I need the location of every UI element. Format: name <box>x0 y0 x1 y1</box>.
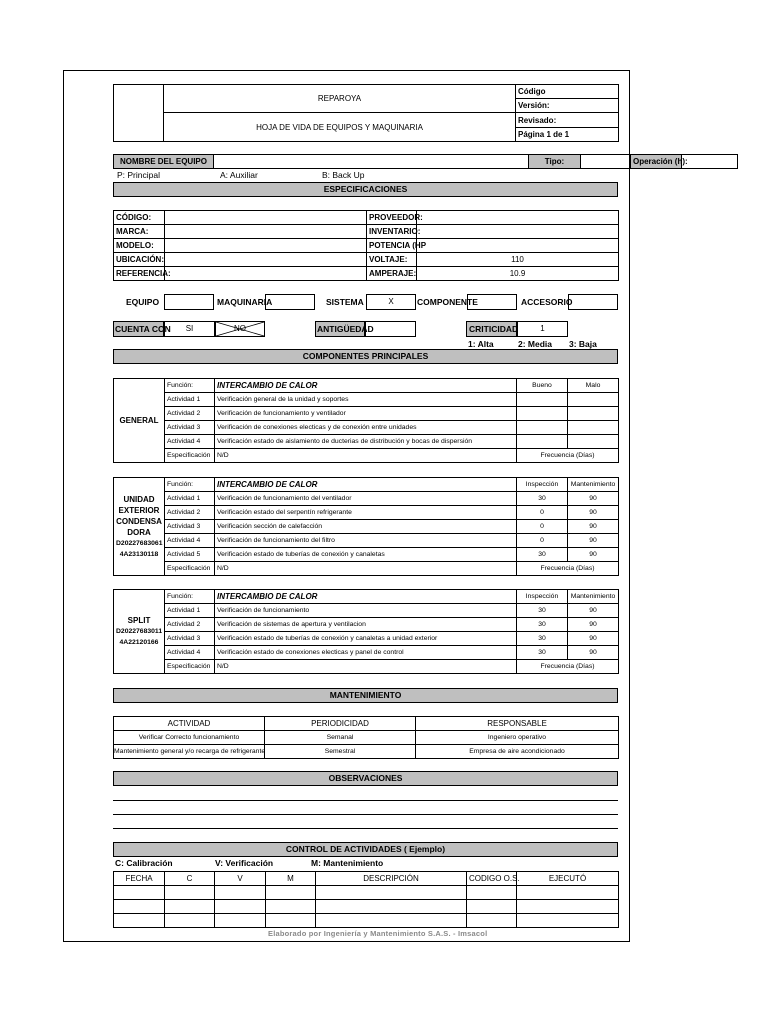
activity-value-2[interactable]: 90 <box>568 492 619 506</box>
tipo-auxiliar: A: Auxiliar <box>220 170 258 180</box>
funcion-label: Función: <box>165 379 215 393</box>
control-cell[interactable] <box>467 886 517 900</box>
block-serial: 4A23130118 <box>119 550 159 558</box>
spec-value: N/D <box>215 562 517 576</box>
control-cell[interactable] <box>114 914 165 928</box>
legend-calibracion: C: Calibración <box>115 858 173 868</box>
equipo-checkbox[interactable] <box>164 294 214 310</box>
block-side-label <box>114 478 165 576</box>
observaciones-header: OBSERVACIONES <box>113 771 618 786</box>
mant-actividad: Mantenimiento general y/o recarga de refrigerante <box>114 745 265 759</box>
activity-text: Verificación estado de conexiones electicas y panel de control <box>215 646 517 660</box>
block-side-line: SPLIT <box>127 616 151 625</box>
spec-proveedor-label: PROVEEDOR: <box>367 211 417 225</box>
legend-mantenimiento: M: Mantenimiento <box>311 858 384 868</box>
col1-header: Inspección <box>517 590 568 604</box>
tipo-backup: B: Back Up <box>322 170 365 180</box>
activity-value-1[interactable]: 0 <box>517 534 568 548</box>
spec-label: Especificación <box>165 449 215 463</box>
block-side-label <box>114 590 165 674</box>
pagina-label: Página 1 de 1 <box>516 128 619 142</box>
component-block-unidad-exterior <box>113 477 619 576</box>
especificaciones-header: ESPECIFICACIONES <box>113 182 618 197</box>
equipo-label: EQUIPO <box>126 297 160 307</box>
operacion-label: Operación (h): <box>631 155 682 169</box>
table-row <box>114 618 619 632</box>
antiguedad-field[interactable] <box>365 321 416 337</box>
spec-potencia-field[interactable] <box>417 239 619 253</box>
activity-value-1[interactable] <box>517 421 568 435</box>
activity-value-2[interactable]: 90 <box>568 548 619 562</box>
spec-ubicacion-field[interactable] <box>165 253 367 267</box>
activity-label: Actividad 2 <box>165 618 215 632</box>
spec-marca-label: MARCA: <box>114 225 165 239</box>
frecuencia-label: Frecuencia (Días) <box>517 449 619 463</box>
spec-codigo-label: CÓDIGO: <box>114 211 165 225</box>
spec-potencia-label: POTENCIA (HP <box>367 239 417 253</box>
table-row <box>114 492 619 506</box>
activity-text: Verificación de funcionamiento del ventilador <box>215 492 517 506</box>
footer-credit: Elaborado por Ingeniería y Mantenimiento S.A.S. - Imsacol <box>268 929 488 938</box>
frecuencia-label: Frecuencia (Días) <box>517 660 619 674</box>
spec-voltaje-value[interactable]: 110 <box>417 253 619 267</box>
control-cell[interactable] <box>165 914 215 928</box>
componente-label: COMPONENTE <box>417 297 478 307</box>
legend-verificacion: V: Verificación <box>215 858 274 868</box>
codigo-label: Código <box>516 85 619 99</box>
equipo-row <box>113 154 738 169</box>
table-row <box>114 914 619 928</box>
activity-label: Actividad 3 <box>165 520 215 534</box>
control-cell[interactable] <box>517 914 619 928</box>
control-header: CONTROL DE ACTIVIDADES ( Ejemplo) <box>113 842 618 857</box>
operacion-field[interactable] <box>682 155 738 169</box>
activity-text: Verificación estado de tuberías de conexión y canaletas a unidad exterior <box>215 632 517 646</box>
activity-value-1[interactable]: 30 <box>517 492 568 506</box>
observaciones-line[interactable] <box>113 814 618 815</box>
table-row <box>114 745 619 759</box>
control-cell[interactable] <box>316 914 467 928</box>
control-cell[interactable] <box>467 900 517 914</box>
mant-responsable: Ingeniero operativo <box>416 731 619 745</box>
doc-title: HOJA DE VIDA DE EQUIPOS Y MAQUINARIA <box>164 113 516 142</box>
spec-value: N/D <box>215 449 517 463</box>
control-cell[interactable] <box>215 886 266 900</box>
antiguedad-label: ANTIGÜEDAD <box>315 321 365 337</box>
control-cell[interactable] <box>215 914 266 928</box>
activity-label: Actividad 5 <box>165 548 215 562</box>
component-block-split <box>113 589 619 674</box>
activity-label: Actividad 4 <box>165 646 215 660</box>
control-cell[interactable] <box>467 914 517 928</box>
funcion-label: Función: <box>165 478 215 492</box>
revisado-label: Revisado: <box>516 113 619 128</box>
activity-value-2[interactable] <box>568 393 619 407</box>
spec-referencia-label: REFERENCIA: <box>114 267 165 281</box>
control-cell[interactable] <box>114 886 165 900</box>
activity-label: Actividad 4 <box>165 435 215 449</box>
mant-col-periodicidad: PERIODICIDAD <box>265 717 416 731</box>
activity-label: Actividad 2 <box>165 407 215 421</box>
activity-label: Actividad 3 <box>165 632 215 646</box>
mant-col-responsable: RESPONSABLE <box>416 717 619 731</box>
funcion-value: INTERCAMBIO DE CALOR <box>215 478 517 492</box>
mantenimiento-table <box>113 716 619 759</box>
criticidad-media: 2: Media <box>518 339 553 349</box>
spec-amperaje-value[interactable]: 10.9 <box>417 267 619 281</box>
activity-value-2[interactable]: 90 <box>568 604 619 618</box>
componente-checkbox[interactable] <box>467 294 517 310</box>
control-table <box>113 871 619 928</box>
activity-value-1[interactable]: 30 <box>517 548 568 562</box>
col1-header: Bueno <box>517 379 568 393</box>
tipo-principal: P: Principal <box>117 170 160 180</box>
criticidad-alta: 1: Alta <box>468 339 494 349</box>
spec-marca-field[interactable] <box>165 225 367 239</box>
table-row <box>114 632 619 646</box>
criticidad-label: CRITICIDAD <box>466 321 517 337</box>
activity-value-2[interactable]: 90 <box>568 632 619 646</box>
cuenta-no-box[interactable] <box>215 321 265 337</box>
col2-header: Malo <box>568 379 619 393</box>
criticidad-baja: 3: Baja <box>569 339 597 349</box>
control-cell[interactable] <box>114 900 165 914</box>
control-cell[interactable] <box>165 900 215 914</box>
spec-inventario-label: INVENTARIO: <box>367 225 417 239</box>
table-row <box>114 407 619 421</box>
mant-periodicidad: Semestral <box>265 745 416 759</box>
maquinaria-label: MAQUINARIA <box>217 297 273 307</box>
activity-value-2[interactable]: 90 <box>568 618 619 632</box>
activity-value-1[interactable]: 30 <box>517 604 568 618</box>
col2-header: Mantenimiento <box>568 590 619 604</box>
observaciones-line[interactable] <box>113 828 618 829</box>
spec-inventario-field[interactable] <box>417 225 619 239</box>
spec-value: N/D <box>215 660 517 674</box>
table-row <box>114 886 619 900</box>
version-label: Versión: <box>516 99 619 113</box>
activity-text: Verificación de conexiones electicas y de conexión entre unidades <box>215 421 517 435</box>
block-side-line: UNIDAD <box>123 494 155 504</box>
control-col-m: M <box>266 872 316 886</box>
activity-text: Verificación estado de tuberías de conexión y canaletas <box>215 548 517 562</box>
spec-amperaje-label: AMPERAJE: <box>367 267 417 281</box>
maquinaria-checkbox[interactable] <box>265 294 315 310</box>
table-row <box>114 731 619 745</box>
activity-label: Actividad 2 <box>165 506 215 520</box>
activity-value-1[interactable] <box>517 407 568 421</box>
activity-label: Actividad 1 <box>165 393 215 407</box>
control-cell[interactable] <box>316 886 467 900</box>
table-row <box>114 520 619 534</box>
activity-value-2[interactable] <box>568 435 619 449</box>
spec-codigo-field[interactable] <box>165 211 367 225</box>
spec-referencia-field[interactable] <box>165 267 367 281</box>
activity-value-2[interactable]: 90 <box>568 506 619 520</box>
control-col-codigo: CODIGO O.S. <box>467 872 517 886</box>
block-side-line: GENERAL <box>119 416 159 425</box>
spec-label: Especificación <box>165 562 215 576</box>
table-row <box>114 604 619 618</box>
table-row <box>114 900 619 914</box>
activity-label: Actividad 1 <box>165 604 215 618</box>
activity-value-2[interactable]: 90 <box>568 646 619 660</box>
spec-ubicacion-label: UBICACIÓN: <box>114 253 165 267</box>
table-row <box>114 435 619 449</box>
activity-text: Verificación estado del serpentín refrigerante <box>215 506 517 520</box>
col1-header: Inspección <box>517 478 568 492</box>
accesorio-label: ACCESORIO <box>521 297 573 307</box>
component-block-general <box>113 378 619 463</box>
table-row <box>114 421 619 435</box>
spec-proveedor-field[interactable] <box>417 211 619 225</box>
table-row <box>114 534 619 548</box>
cuenta-con-label: CUENTA CON <box>113 321 164 337</box>
control-cell[interactable] <box>266 914 316 928</box>
activity-text: Verificación de funcionamiento <box>215 604 517 618</box>
activity-value-1[interactable]: 30 <box>517 632 568 646</box>
accesorio-checkbox[interactable] <box>568 294 618 310</box>
funcion-value: INTERCAMBIO DE CALOR <box>215 590 517 604</box>
mant-col-actividad: ACTIVIDAD <box>114 717 265 731</box>
frecuencia-label: Frecuencia (Días) <box>517 562 619 576</box>
tipo-label: Tipo: <box>529 155 581 169</box>
control-col-v: V <box>215 872 266 886</box>
mantenimiento-header: MANTENIMIENTO <box>113 688 618 703</box>
activity-text: Verificación de funcionamiento del filtro <box>215 534 517 548</box>
control-col-ejecuto: EJECUTÓ <box>517 872 619 886</box>
activity-value-2[interactable] <box>568 407 619 421</box>
especificaciones-table <box>113 210 619 281</box>
control-col-c: C <box>165 872 215 886</box>
sistema-label: SISTEMA <box>326 297 364 307</box>
activity-value-2[interactable] <box>568 421 619 435</box>
activity-text: Verificación general de la unidad y soportes <box>215 393 517 407</box>
activity-text: Verificación de sistemas de apertura y ventilacion <box>215 618 517 632</box>
activity-value-1[interactable] <box>517 435 568 449</box>
activity-value-1[interactable]: 0 <box>517 506 568 520</box>
activity-value-1[interactable]: 30 <box>517 646 568 660</box>
activity-label: Actividad 1 <box>165 492 215 506</box>
control-cell[interactable] <box>266 900 316 914</box>
control-cell[interactable] <box>316 900 467 914</box>
activity-text: Verificación de funcionamiento y ventilador <box>215 407 517 421</box>
activity-text: Verificación estado de aislamiento de ducterias de distribución y bocas de dispersión <box>215 435 517 449</box>
criticidad-value[interactable]: 1 <box>517 321 568 337</box>
spec-modelo-field[interactable] <box>165 239 367 253</box>
control-cell[interactable] <box>517 900 619 914</box>
table-row <box>114 548 619 562</box>
activity-value-1[interactable]: 30 <box>517 618 568 632</box>
spec-modelo-label: MODELO: <box>114 239 165 253</box>
block-serial: D20227683011 <box>116 628 163 635</box>
control-col-descripcion: DESCRIPCIÓN <box>316 872 467 886</box>
block-side-line: DORA <box>127 527 151 537</box>
control-cell[interactable] <box>517 886 619 900</box>
block-side-line: EXTERIOR <box>118 505 160 515</box>
logo-cell <box>114 85 164 142</box>
block-serial: 4A22120166 <box>119 639 159 646</box>
activity-value-2[interactable]: 90 <box>568 520 619 534</box>
mant-periodicidad: Semanal <box>265 731 416 745</box>
table-row <box>114 393 619 407</box>
activity-text: Verificación sección de calefacción <box>215 520 517 534</box>
block-side-label <box>114 379 165 463</box>
activity-label: Actividad 3 <box>165 421 215 435</box>
mant-actividad: Verificar Correcto funcionamiento <box>114 731 265 745</box>
componentes-header: COMPONENTES PRINCIPALES <box>113 349 618 364</box>
cuenta-no-label: NO <box>234 324 246 333</box>
funcion-value: INTERCAMBIO DE CALOR <box>215 379 517 393</box>
mant-responsable: Empresa de aire acondicionado <box>416 745 619 759</box>
activity-value-2[interactable]: 90 <box>568 534 619 548</box>
activity-value-1[interactable]: 0 <box>517 520 568 534</box>
table-row <box>114 646 619 660</box>
activity-value-1[interactable] <box>517 393 568 407</box>
nombre-equipo-field[interactable] <box>214 155 529 169</box>
activity-label: Actividad 4 <box>165 534 215 548</box>
spec-voltaje-label: VOLTAJE: <box>367 253 417 267</box>
tipo-field[interactable] <box>581 155 631 169</box>
observaciones-line[interactable] <box>113 800 618 801</box>
funcion-label: Función: <box>165 590 215 604</box>
block-serial: D20227683061 <box>116 539 163 547</box>
control-cell[interactable] <box>215 900 266 914</box>
spec-label: Especificación <box>165 660 215 674</box>
header-table <box>113 84 619 142</box>
sistema-checkbox[interactable]: X <box>366 294 416 310</box>
cuenta-si-box[interactable]: SI <box>164 321 215 337</box>
table-row <box>114 506 619 520</box>
block-side-line: CONDENSA <box>116 516 162 526</box>
control-cell[interactable] <box>165 886 215 900</box>
control-col-fecha: FECHA <box>114 872 165 886</box>
company-name: REPAROYA <box>164 85 516 113</box>
control-cell[interactable] <box>266 886 316 900</box>
nombre-equipo-label: NOMBRE DEL EQUIPO <box>114 155 214 169</box>
col2-header: Mantenimiento <box>568 478 619 492</box>
